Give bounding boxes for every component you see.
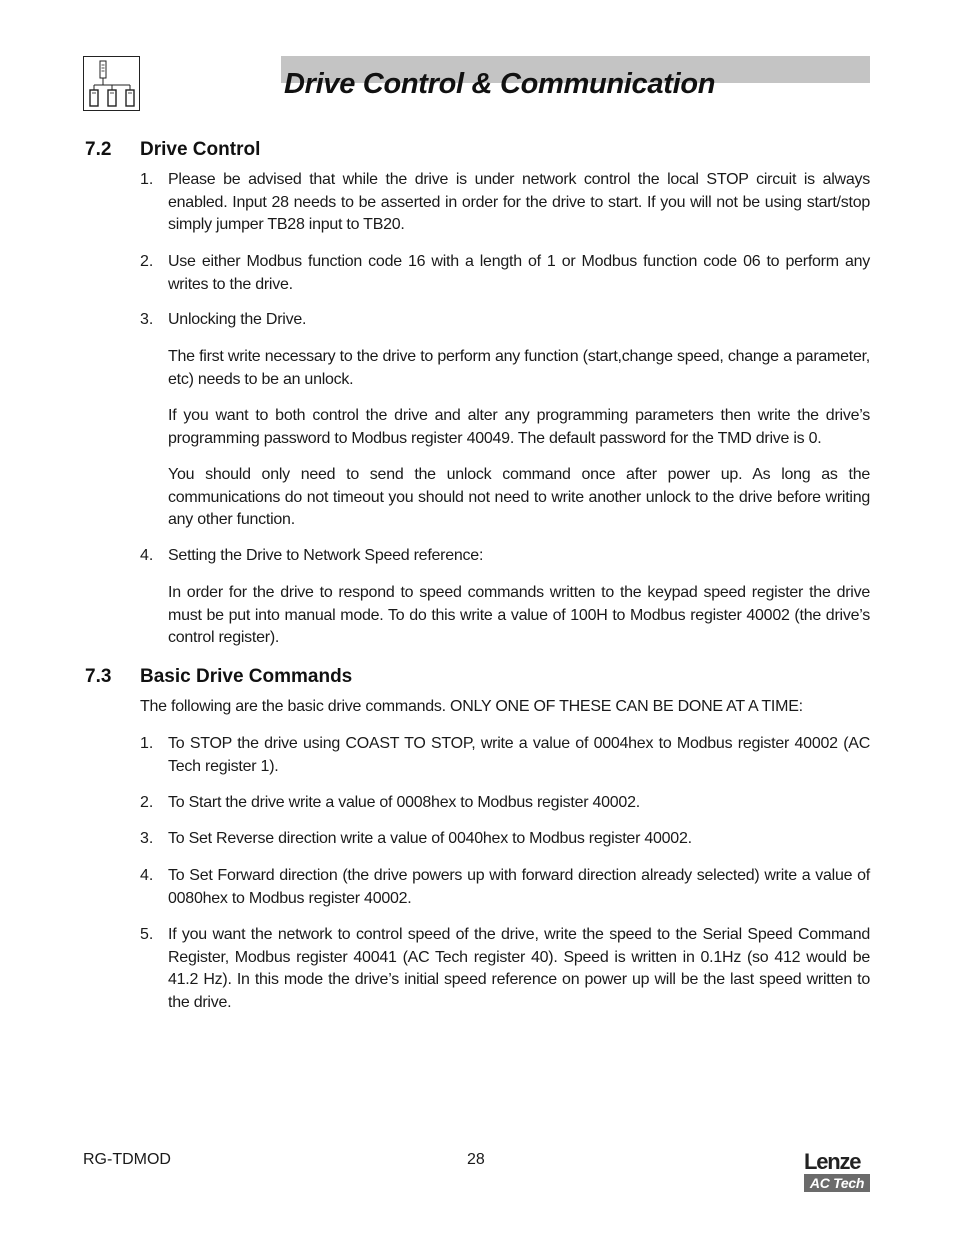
list-item-number: 4. (140, 547, 154, 564)
section-number: 7.2 (85, 139, 112, 160)
list-item-number: 3. (140, 830, 154, 847)
list-item-number: 3. (140, 311, 154, 328)
list-item: To Set Reverse direction write a value of 0040hex to Modbus register 40002. (168, 830, 692, 847)
list-item: To Start the drive write a value of 0008hex to Modbus register 40002. (168, 794, 640, 811)
list-item-number: 2. (140, 253, 154, 270)
list-item-number: 1. (140, 171, 154, 188)
section-heading-7-2 (85, 139, 260, 161)
document-id: RG-TDMOD (83, 1151, 171, 1168)
list-item: Please be advised that while the drive is under network control the local STOP circuit is always enabled. Input 28 needs to be asserted in order for the drive to start. If you will not be using start/stop simply jumper TB28 input to TB20. (168, 171, 870, 233)
list-item-number: 2. (140, 794, 154, 811)
section-number: 7.3 (85, 666, 112, 687)
lenze-ac-tech-logo (804, 1150, 871, 1194)
paragraph: You should only need to send the unlock command once after power up. As long as the communications do not timeout you should not need to write another unlock to the drive before writing any other function. (168, 466, 870, 528)
section-intro: The following are the basic drive commands. ONLY ONE OF THESE CAN BE DONE AT A TIME: (140, 698, 803, 715)
logo-text-top: Lenze (804, 1149, 861, 1174)
list-item: If you want the network to control speed of the drive, write the speed to the Serial Speed Command Register, Modbus register 40041 (AC Tech register 40). Speed is written in 0.1Hz (so 412 would be 41.2 Hz). In this mode the drive’s initial speed reference on power up will be the last speed written to the drive. (168, 926, 870, 1011)
network-drives-icon (83, 56, 140, 111)
page-title: Drive Control & Communication (284, 68, 716, 100)
list-item-number: 1. (140, 735, 154, 752)
list-item-number: 5. (140, 926, 154, 943)
list-item: Use either Modbus function code 16 with a length of 1 or Modbus function code 06 to perform any writes to the drive. (168, 253, 870, 293)
logo-text-bottom: AC Tech (804, 1174, 870, 1192)
list-item-number: 4. (140, 867, 154, 884)
list-item: Setting the Drive to Network Speed reference: (168, 547, 484, 564)
page-number: 28 (467, 1151, 485, 1168)
paragraph: In order for the drive to respond to speed commands written to the keypad speed register the drive must be put into manual mode. To do this write a value of 100H to Modbus register 40002 (the drive’s control register). (168, 584, 870, 646)
section-title: Basic Drive Commands (140, 666, 353, 687)
paragraph: The first write necessary to the drive to perform any function (start,change speed, change a parameter, etc) needs to be an unlock. (168, 348, 870, 388)
list-item: To STOP the drive using COAST TO STOP, write a value of 0004hex to Modbus register 40002 (AC Tech register 1). (168, 735, 870, 775)
paragraph: If you want to both control the drive and alter any programming parameters then write the drive’s programming password to Modbus register 40049. The default password for the TMD drive is 0. (168, 407, 870, 447)
section-heading-7-3 (85, 666, 352, 688)
section-title: Drive Control (140, 139, 261, 160)
list-item: Unlocking the Drive. (168, 311, 307, 328)
list-item: To Set Forward direction (the drive powers up with forward direction already selected) write a value of 0080hex to Modbus register 40002. (168, 867, 870, 907)
